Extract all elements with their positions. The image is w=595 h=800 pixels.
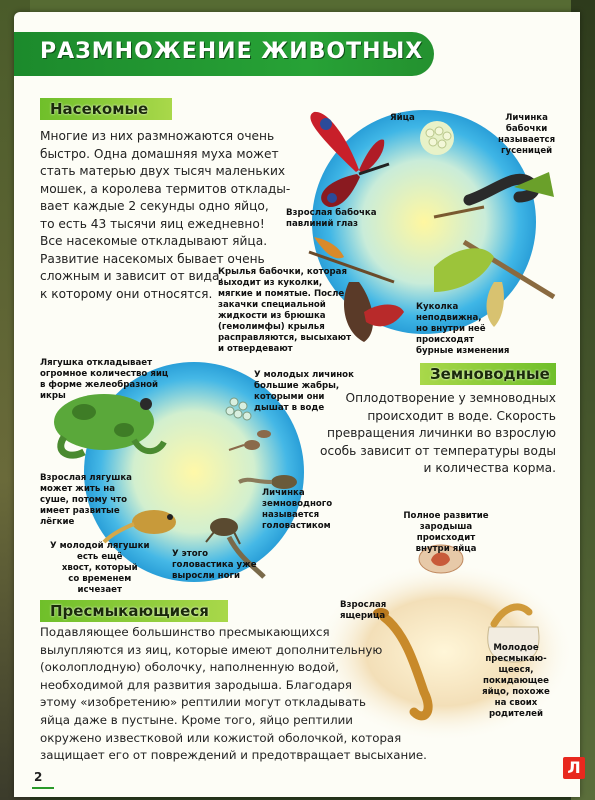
text-line: Многие из них размножаются очень xyxy=(40,129,275,143)
caption-embryo: Полное развитие зародыша происходит внутри яйца xyxy=(403,511,489,554)
page-number-underline xyxy=(32,787,54,789)
section-heading-reptiles: Пресмыкающиеся xyxy=(40,600,228,622)
text-line: быстро. Одна домашняя муха может xyxy=(40,146,279,161)
text-line: особь зависит от температуры воды xyxy=(320,443,556,458)
caption-larva: Личинка бабочки называется гусеницей xyxy=(498,113,556,156)
text-line: защищает его от повреждений и предотвращает высыхание. xyxy=(40,748,427,763)
text-line: Подавляющее большинство пресмыкающихся xyxy=(40,625,330,639)
text-line: вылупляются из яиц, которые имеют дополнительную xyxy=(40,642,383,657)
caption-legs: У этого головастика уже выросли ноги xyxy=(172,549,257,581)
caption-wings: Крылья бабочки, которая выходит из куколки, мягкие и помятые. После закачки специальной жидкости из брюшка (гемолимфы) крылья расправляются, высыхают и отвердевают xyxy=(218,267,352,354)
text-line: яйца даже в пустыне. Кроме того, яйцо рептилии xyxy=(40,712,353,727)
text-line: этому «изобретению» рептилии могут откладывать xyxy=(40,695,366,710)
caption-tadpole: Личинка земноводного называется головастиком xyxy=(262,488,333,531)
text-line: мошек, а королева термитов отклады- xyxy=(40,181,291,196)
caption-young-frog: У молодой лягушки есть ещё хвост, который со временем исчезает xyxy=(50,541,150,595)
caption-gills: У молодых личинок большие жабры, которыми они дышат в воде xyxy=(254,370,354,413)
caption-adult-butterfly: Взрослая бабочка павлиний глаз xyxy=(286,208,377,229)
reptiles-text xyxy=(40,624,480,765)
text-line: стать матерью двух тысяч маленьких xyxy=(40,164,286,178)
text-line: необходимой для развития зародыша. Благодаря xyxy=(40,677,353,692)
text-line: Оплодотворение у земноводных xyxy=(345,391,556,405)
section-heading-insects: Насекомые xyxy=(40,98,172,120)
text-line: то есть 43 тысячи яиц ежедневно! xyxy=(40,216,265,231)
text-line: Все насекомые откладывают яйца. xyxy=(40,234,268,248)
caption-young-reptile: Молодое пресмыкаю- щееся, покидающее яйцо, похоже на своих родителей xyxy=(482,643,550,719)
text-line: и количества корма. xyxy=(423,461,556,475)
text-line: сложным и зависит от вида, xyxy=(40,269,224,283)
text-line: превращения личинки во взрослую xyxy=(327,426,556,440)
page-number: 2 xyxy=(34,770,43,784)
text-line: происходит в воде. Скорость xyxy=(367,408,556,423)
caption-adult-lizard: Взрослая ящерица xyxy=(340,600,387,621)
page-title: РАЗМНОЖЕНИЕ ЖИВОТНЫХ xyxy=(40,39,424,64)
caption-eggs: Яйца xyxy=(390,113,415,123)
caption-frog-eggs: Лягушка откладывает огромное количество яиц в форме желеобразной икры xyxy=(40,358,169,401)
caption-adult-frog: Взрослая лягушка может жить на суше, потому что имеет развитые лёгкие xyxy=(40,473,132,527)
publisher-logo: Л xyxy=(563,757,585,779)
caption-pupa: Куколка неподвижна, но внутри неё происходят бурные изменения xyxy=(416,302,510,356)
text-line: вает каждые 2 секунды одно яйцо, xyxy=(40,199,269,213)
page-sheet xyxy=(14,12,580,797)
text-line: окружено известковой или кожистой оболочкой, которая xyxy=(40,730,402,745)
text-line: Развитие насекомых бывает очень xyxy=(40,251,265,266)
section-heading-amphibians: Земноводные xyxy=(420,363,556,385)
text-line: (околоплодную) оболочку, наполненную водой, xyxy=(40,660,340,675)
text-line: к которому они относятся. xyxy=(40,286,213,301)
